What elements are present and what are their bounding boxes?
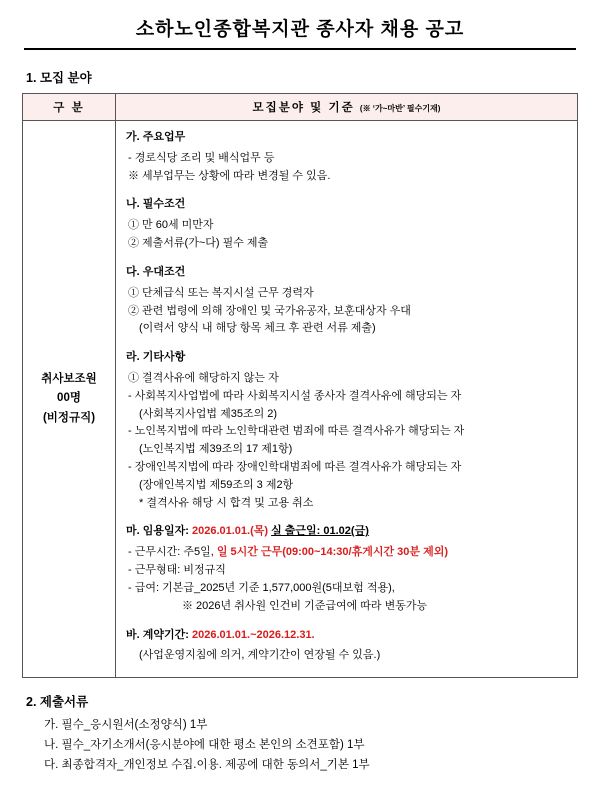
block-main-duties-line-1: - 경로식당 조리 및 배식업무 등 [128, 151, 275, 164]
block-other-line-8: * 결격사유 해당 시 합격 및 고용 취소 [139, 496, 314, 509]
block-preferences-line-2: ② 관련 법령에 의해 장애인 및 국가유공자, 보훈대상자 우대 [128, 304, 411, 317]
block-appointment-pay-note: ※ 2026년 취사원 인건비 기준급여에 따라 변동가능 [182, 599, 428, 612]
page-title: 소하노인종합복지관 종사자 채용 공고 [24, 8, 576, 50]
section-heading-documents: 2. 제출서류 [26, 695, 89, 710]
block-preferences-line-3: (이력서 양식 내 해당 항목 체크 후 관련 서류 제출) [139, 322, 376, 335]
block-main-duties-line-2: ※ 세부업무는 상황에 따라 변경될 수 있음. [128, 169, 331, 182]
documents-item-1: 가. 필수_응시원서(소정양식) 1부 [44, 719, 208, 732]
block-other [126, 349, 567, 512]
block-other-line-1: ① 결격사유에 해당하지 않는 자 [128, 371, 279, 384]
block-appointment-work-hours [126, 544, 567, 562]
block-requirements [126, 196, 567, 252]
recruitment-table [22, 93, 578, 678]
block-preferences-title: 다. 우대조건 [126, 265, 186, 278]
block-other-line-2: - 사회복지사업법에 따라 사회복지시설 종사자 결격사유에 해당되는 자 [128, 389, 462, 402]
block-requirements-title: 나. 필수조건 [126, 198, 186, 211]
section-heading-recruit: 1. 모집 분야 [26, 71, 92, 85]
block-other-line-6: - 장애인복지법에 따라 장애인학대범죄에 따른 결격사유가 해당되는 자 [128, 461, 462, 473]
table-header-criteria-note: (※ ‘가~마반’ 필수기재) [359, 104, 441, 113]
block-other-line-7: (장애인복지법 제59조의 3 제2항 [139, 478, 294, 491]
block-contract-title [126, 627, 567, 645]
table-header-row [23, 94, 578, 121]
block-requirements-line-2: ② 제출서류(가~다) 필수 제출 [128, 237, 269, 250]
block-contract-note: (사업운영지침에 의거, 계약기간이 연장될 수 있음.) [139, 649, 381, 662]
block-appointment [126, 523, 567, 615]
block-contract [126, 627, 567, 666]
criteria-cell [116, 121, 578, 678]
block-requirements-line-1: ① 만 60세 미만자 [128, 219, 214, 232]
block-other-line-5: (노인복지법 제39조의 17 제1항) [139, 443, 293, 456]
block-appointment-title-prefix: 마. 임용일자: [126, 525, 189, 538]
gubun-position-name: 취사보조원 [41, 372, 97, 385]
block-other-line-3: (사회복지사업법 제35조의 2) [139, 407, 278, 420]
table-header-criteria-label: 모집분야 및 기준 [252, 102, 355, 114]
table-header-criteria [116, 94, 578, 121]
table-row [23, 121, 578, 678]
block-contract-period: 2026.01.01.~2026.12.31. [191, 628, 315, 641]
gubun-cell [23, 121, 116, 678]
block-preferences [126, 264, 567, 338]
block-appointment-work-type: - 근무형태: 비정규직 [128, 564, 226, 577]
block-main-duties [126, 129, 567, 185]
work-hours-detail: 일 5시간 근무(09:00~14:30/휴게시간 30분 제외) [216, 546, 448, 559]
block-main-duties-title: 가. 주요업무 [126, 131, 186, 143]
documents-item-2: 나. 필수_자기소개서(응시분야에 대한 평소 본인의 소견포함) 1부 [44, 738, 365, 751]
work-hours-prefix: - 근무시간: 주5일, [128, 546, 214, 559]
block-other-title: 라. 기타사항 [126, 351, 186, 364]
block-appointment-pay: - 급여: 기본급_2025년 기준 1,577,000원(5대보험 적용), [128, 581, 395, 594]
block-preferences-line-1: ① 단체급식 또는 복지시설 근무 경력자 [128, 286, 314, 299]
block-other-line-4: - 노인복지법에 따라 노인학대관련 범죄에 따른 결격사유가 해당되는 자 [128, 425, 465, 438]
gubun-employment-type: (비정규직) [42, 411, 96, 424]
section-documents [22, 692, 578, 775]
block-appointment-date: 2026.01.01.(목) [191, 525, 269, 538]
documents-item-3: 다. 최종합격자_개인정보 수집.이용. 제공에 대한 동의서_기본 1부 [44, 758, 370, 771]
gubun-headcount: 00명 [57, 392, 81, 405]
block-contract-title-prefix: 바. 계약기간: [126, 628, 189, 641]
block-appointment-title-suffix: 실 출근일: 01.02(금) [271, 525, 369, 538]
block-appointment-title [126, 523, 567, 541]
table-header-gubun: 구 분 [23, 94, 116, 121]
